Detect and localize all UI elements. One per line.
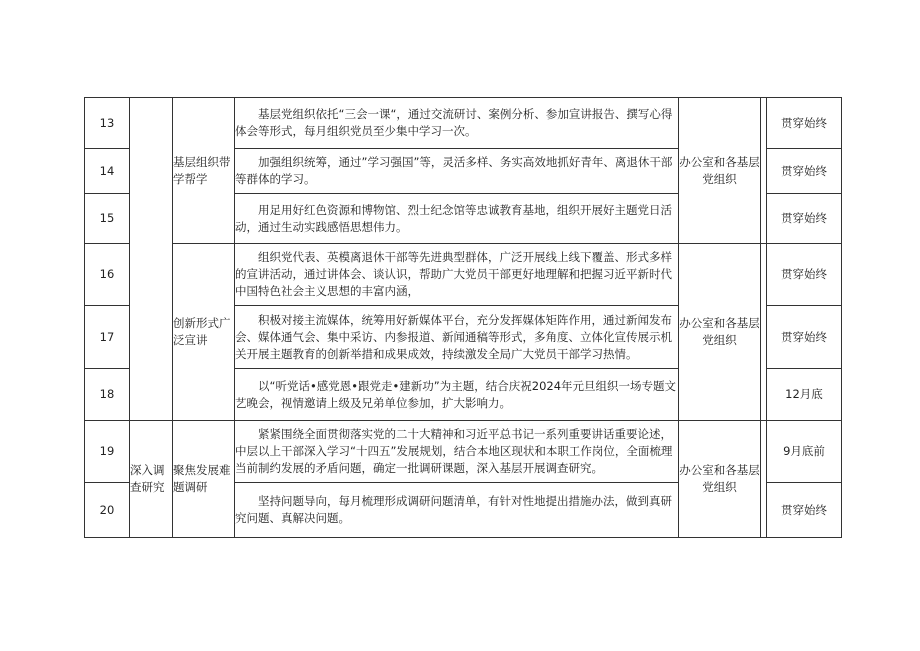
row-number: 18	[85, 369, 130, 421]
category-cell-empty	[130, 98, 173, 421]
time-cell: 贯穿始终	[767, 194, 842, 244]
content-cell: 加强组织统筹，通过”学习强国”等，灵活多样、务实高效地抓好青年、离退休干部等群体的学习。	[235, 149, 679, 194]
table-row	[85, 421, 842, 483]
task-table	[84, 97, 842, 538]
table-row	[85, 244, 842, 306]
item-cell: 聚焦发展难题调研	[173, 421, 235, 538]
row-number: 13	[85, 98, 130, 149]
time-cell: 12月底	[767, 369, 842, 421]
category-cell: 深入调查研究	[130, 421, 173, 538]
content-cell: 坚持问题导向，每月梳理形成调研问题清单，有针对性地提出措施办法，做到真研究问题、真解决问题。	[235, 483, 679, 538]
row-number: 19	[85, 421, 130, 483]
row-number: 16	[85, 244, 130, 306]
row-number: 15	[85, 194, 130, 244]
responsible-org-cell: 办公室和各基层党组织	[679, 98, 761, 244]
row-number: 17	[85, 306, 130, 369]
content-cell: 紧紧围绕全面贯彻落实党的二十大精神和习近平总书记一系列重要讲话重要论述，中层以上干部深入学习“十四五”发展规划，结合本地区现状和本职工作岗位，全面梳理当前制约发展的矛盾问题，确定一批调研课题，深入基层开展调查研究。	[235, 421, 679, 483]
content-cell: 基层党组织依托“三会一课“，通过交流研讨、案例分析、参加宣讲报告、撰写心得体会等形式，每月组织党员至少集中学习一次。	[235, 98, 679, 149]
content-cell: 用足用好红色资源和博物馆、烈士纪念馆等忠诚教育基地，组织开展好主题党日活动，通过生动实践感悟思想伟力。	[235, 194, 679, 244]
time-cell: 贯穿始终	[767, 98, 842, 149]
item-cell: 基层组织带学帮学	[173, 98, 235, 244]
content-cell: 组织党代表、英模离退休干部等先进典型群体，广泛开展线上线下覆盖、形式多样的宣讲活动，通过讲体会、谈认识，帮助广大党员干部更好地理解和把握习近平新时代中国特色社会主义思想的丰富内涵，	[235, 244, 679, 306]
table-row	[85, 98, 842, 149]
responsible-org-cell: 办公室和各基层党组织	[679, 244, 761, 421]
time-cell: 贯穿始终	[767, 149, 842, 194]
time-cell: 贯穿始终	[767, 483, 842, 538]
time-cell: 9月底前	[767, 421, 842, 483]
item-cell: 创新形式广泛宣讲	[173, 244, 235, 421]
content-cell: 以“听党话•感党恩•跟党走•建新功”为主题，结合庆祝2024年元旦组织一场专题文艺晚会，视情邀请上级及兄弟单位参加，扩大影响力。	[235, 369, 679, 421]
row-number: 20	[85, 483, 130, 538]
row-number: 14	[85, 149, 130, 194]
time-cell: 贯穿始终	[767, 244, 842, 306]
content-cell: 积极对接主流媒体，统筹用好新媒体平台，充分发挥媒体矩阵作用，通过新闻发布会、媒体通气会、集中采访、内参报道、新闻通稿等形式，多角度、立体化宣传展示机关开展主题教育的创新举措和成果成效，持续激发全局广大党员干部学习热情。	[235, 306, 679, 369]
time-cell: 贯穿始终	[767, 306, 842, 369]
responsible-org-cell: 办公室和各基层党组织	[679, 421, 761, 538]
